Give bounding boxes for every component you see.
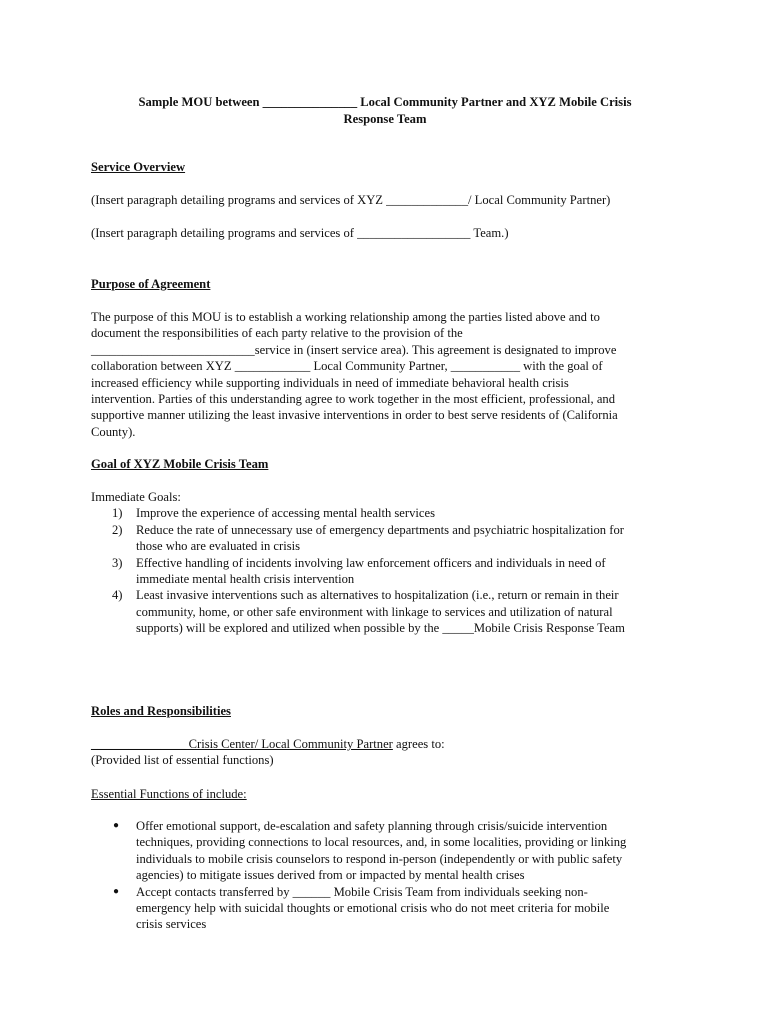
bullet-icon: ●: [113, 885, 120, 897]
goal-intro: Immediate Goals:: [91, 490, 181, 504]
provided-list-note: (Provided list of essential functions): [91, 753, 274, 768]
purpose-line: The purpose of this MOU is to establish a working relationship among the parties listed above and to: [91, 310, 600, 324]
essential-functions-list-block: [91, 818, 677, 933]
list-line: techniques, providing connections to local resources, and, in some localities, providing or linking: [136, 835, 627, 850]
list-line: immediate mental health crisis intervention: [136, 572, 355, 587]
service-overview-heading: Service Overview: [91, 160, 186, 174]
goal-heading: Goal of XYZ Mobile Crisis Team: [91, 457, 269, 471]
list-line: those who are evaluated in crisis: [136, 539, 301, 554]
purpose-paragraph: [91, 309, 677, 440]
list-line: emergency help with suicidal thoughts or emotional crisis who do not meet criteria for mobile: [136, 901, 610, 916]
list-line: Effective handling of incidents involving law enforcement officers and individuals in need of: [136, 555, 606, 570]
list-item: [91, 587, 677, 636]
list-number: 1): [112, 506, 123, 521]
roles-agrees-block: [91, 736, 677, 769]
list-line: crisis services: [136, 917, 207, 932]
service-overview-text-2: (Insert paragraph detailing programs and services of __________________ Team.): [91, 226, 509, 240]
roles-heading: Roles and Responsibilities: [91, 704, 231, 718]
purpose-line: intervention. Parties of this understanding agree to work together in the most efficient, professional, and: [91, 392, 616, 407]
essential-heading-block: [91, 786, 677, 802]
service-overview-para-2: [91, 225, 677, 241]
purpose-line: __________________________service in (insert service area). This agreement is designated to improve: [91, 342, 617, 357]
list-line: agencies) to mitigate issues derived from or impacted by mental health crises: [136, 868, 525, 883]
list-item: [91, 884, 677, 933]
partner-name-underlined: _______________ Crisis Center/ Local Community Partner: [91, 737, 393, 751]
purpose-line: County).: [91, 424, 136, 439]
list-item: [91, 505, 677, 521]
list-line: community, home, or other safe environment with linkage to services and utilization of natural: [136, 604, 613, 619]
document-title: [90, 94, 680, 128]
agrees-to-text: agrees to:: [392, 737, 445, 751]
title-line-1: Sample MOU between _______________ Local Community Partner and XYZ Mobile Crisis: [138, 95, 632, 109]
purpose-line: supportive manner utilizing the least invasive interventions in order to best serve residents of (California: [91, 408, 618, 423]
list-line: supports) will be explored and utilized when possible by the _____Mobile Crisis Response Team: [136, 621, 625, 636]
list-number: 2): [112, 522, 123, 537]
service-overview-text-1: (Insert paragraph detailing programs and services of XYZ _____________/ Local Community Partner): [91, 193, 611, 207]
purpose-line: increased efficiency while supporting individuals in need of immediate behavioral health crisis: [91, 375, 569, 390]
list-line: individuals to mobile crisis counselors to respond in-person (independently or with public safety: [136, 851, 623, 866]
list-item: [91, 818, 677, 884]
bullet-icon: ●: [113, 820, 120, 831]
list-number: 4): [112, 588, 123, 603]
goal-list: [91, 505, 677, 636]
list-line: Least invasive interventions such as alternatives to hospitalization (i.e., return or remain in their: [136, 588, 619, 603]
roles-heading-block: [91, 703, 677, 719]
purpose-line: document the responsibilities of each party relative to the provision of the: [91, 326, 463, 341]
list-number: 3): [112, 555, 123, 570]
purpose-heading: Purpose of Agreement: [91, 277, 211, 291]
purpose-heading-block: [91, 276, 677, 292]
list-item: [91, 522, 677, 555]
purpose-line: collaboration between XYZ ____________ Local Community Partner, ___________ with the goal of: [91, 359, 603, 374]
goal-heading-block: [91, 456, 677, 472]
service-overview-para-1: [91, 192, 677, 208]
essential-functions-heading: Essential Functions of include:: [91, 787, 247, 801]
goal-list-block: [91, 489, 677, 637]
essential-functions-list: [91, 818, 677, 933]
list-item: [91, 555, 677, 588]
list-line: Accept contacts transferred by ______ Mobile Crisis Team from individuals seeking non-: [136, 884, 588, 899]
service-overview-section: [91, 159, 677, 175]
title-line-2: Response Team: [343, 112, 427, 126]
list-line: Improve the experience of accessing mental health services: [136, 506, 435, 521]
list-line: Offer emotional support, de-escalation and safety planning through crisis/suicide intervention: [136, 819, 608, 833]
roles-agrees-line: [91, 736, 677, 752]
list-line: Reduce the rate of unnecessary use of emergency departments and psychiatric hospitalization for: [136, 522, 624, 537]
